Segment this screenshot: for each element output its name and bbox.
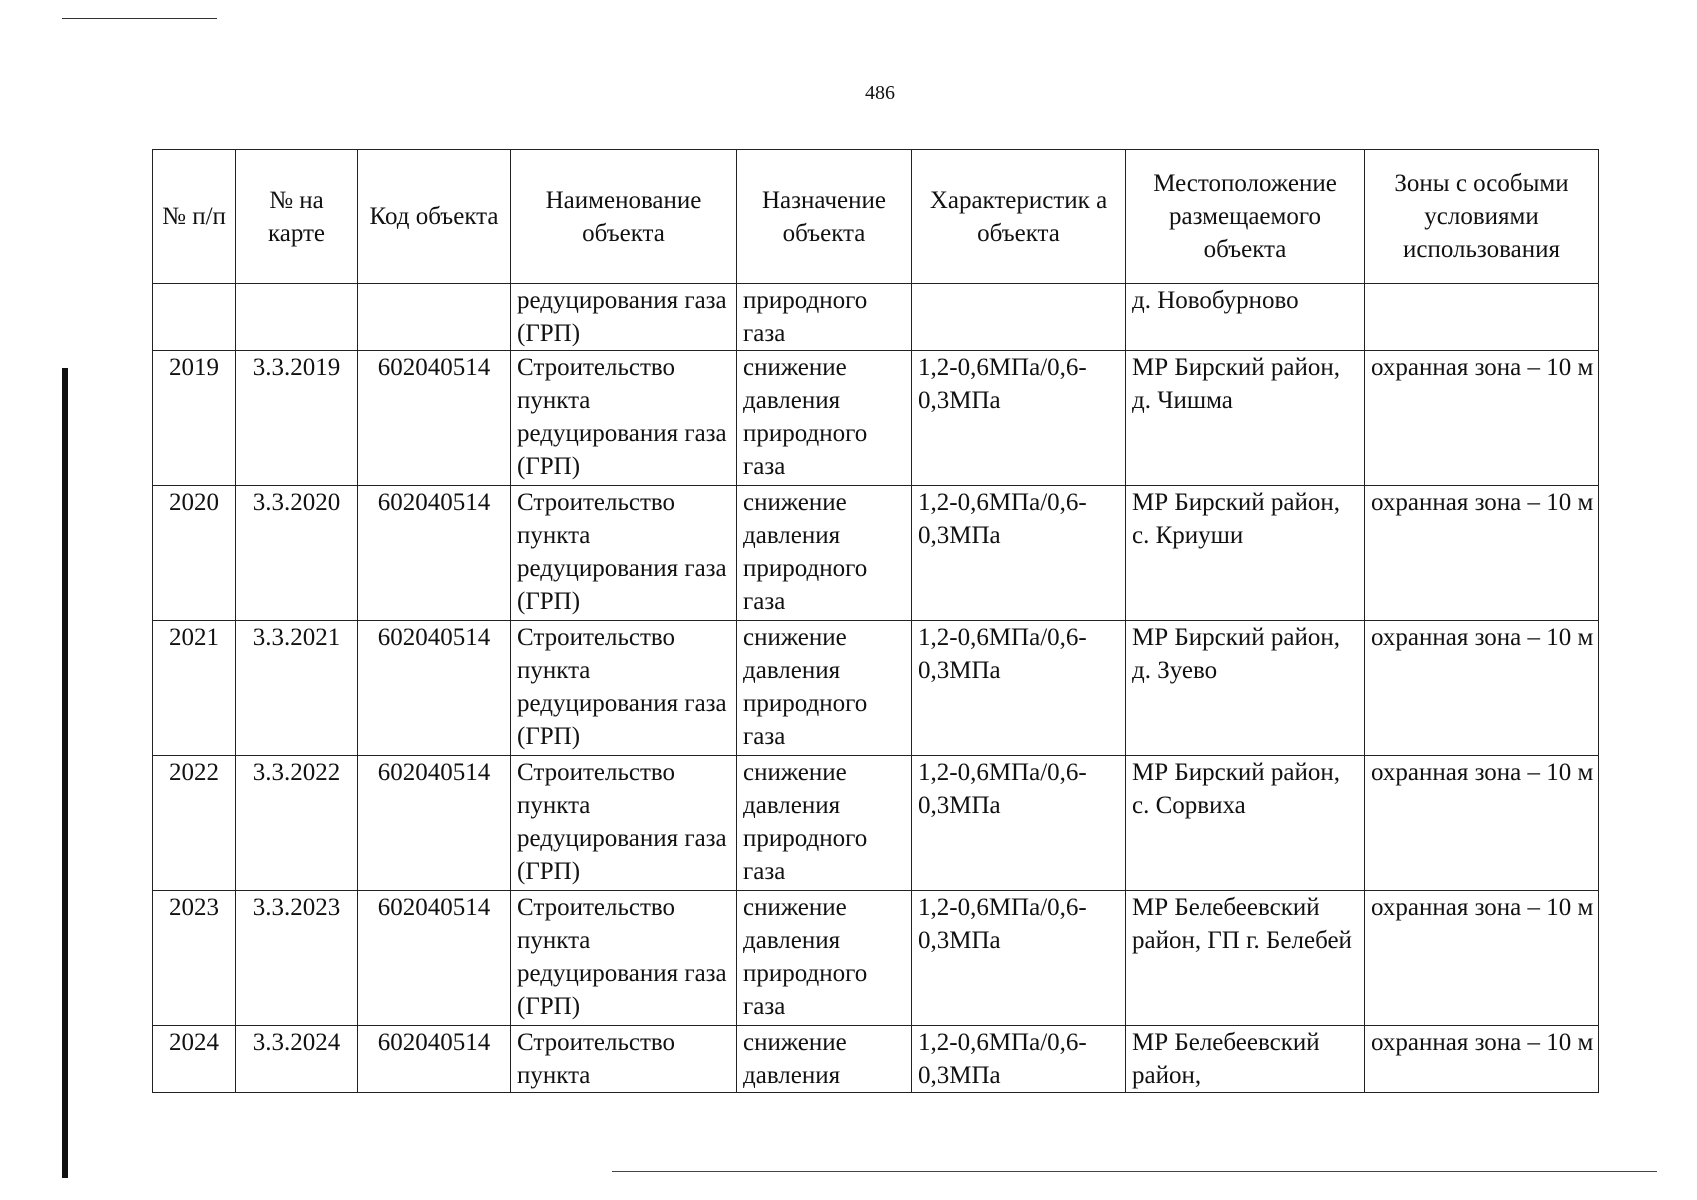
cell-zone: охранная зона – 10 м xyxy=(1365,891,1599,1026)
cell-purpose: снижение давления природного газа xyxy=(737,486,912,621)
cell-location: д. Новобурново xyxy=(1126,284,1365,351)
cell-num: 2022 xyxy=(153,756,236,891)
cell-num xyxy=(153,284,236,351)
cell-zone: охранная зона – 10 м xyxy=(1365,1026,1599,1093)
cell-name: Строительство пункта редуцирования газа (ГРП) xyxy=(511,621,737,756)
cell-code: 602040514 xyxy=(358,486,511,621)
cell-purpose: снижение давления природного газа xyxy=(737,891,912,1026)
cell-location: МР Бирский район, с. Сорвиха xyxy=(1126,756,1365,891)
cell-characteristic xyxy=(912,284,1126,351)
table-row xyxy=(153,756,1599,891)
cell-num: 2023 xyxy=(153,891,236,1026)
table-header-row xyxy=(153,150,1599,284)
header-zone: Зоны с особыми условиями использования xyxy=(1365,150,1599,284)
cell-map-num: 3.3.2022 xyxy=(236,756,358,891)
cell-map-num: 3.3.2019 xyxy=(236,351,358,486)
cell-purpose: снижение давления природного газа xyxy=(737,351,912,486)
cell-code: 602040514 xyxy=(358,621,511,756)
scan-line-bottom xyxy=(612,1171,1657,1172)
cell-code xyxy=(358,284,511,351)
cell-characteristic: 1,2-0,6МПа/0,6-0,3МПа xyxy=(912,351,1126,486)
cell-num: 2019 xyxy=(153,351,236,486)
header-code: Код объекта xyxy=(358,150,511,284)
cell-map-num: 3.3.2024 xyxy=(236,1026,358,1093)
cell-characteristic: 1,2-0,6МПа/0,6-0,3МПа xyxy=(912,621,1126,756)
scan-margin-bar xyxy=(62,368,68,1178)
cell-name: Строительство пункта редуцирования газа (ГРП) xyxy=(511,486,737,621)
cell-name: Строительство пункта редуцирования газа (ГРП) xyxy=(511,351,737,486)
cell-zone: охранная зона – 10 м xyxy=(1365,621,1599,756)
page-number: 486 xyxy=(865,82,895,104)
cell-code: 602040514 xyxy=(358,891,511,1026)
header-name: Наименование объекта xyxy=(511,150,737,284)
cell-code: 602040514 xyxy=(358,756,511,891)
table-row-partial xyxy=(153,1026,1599,1093)
cell-purpose: природного газа xyxy=(737,284,912,351)
cell-code: 602040514 xyxy=(358,351,511,486)
header-purpose: Назначение объекта xyxy=(737,150,912,284)
cell-purpose: снижение давления xyxy=(737,1026,912,1093)
cell-characteristic: 1,2-0,6МПа/0,6-0,3МПа xyxy=(912,756,1126,891)
cell-location: МР Белебеевский район, ГП г. Белебей xyxy=(1126,891,1365,1026)
table-row-continuation xyxy=(153,284,1599,351)
cell-name: Строительство пункта редуцирования газа (ГРП) xyxy=(511,891,737,1026)
table-row xyxy=(153,486,1599,621)
header-map-num: № на карте xyxy=(236,150,358,284)
cell-purpose: снижение давления природного газа xyxy=(737,756,912,891)
cell-location: МР Бирский район, с. Криуши xyxy=(1126,486,1365,621)
cell-zone: охранная зона – 10 м xyxy=(1365,486,1599,621)
cell-map-num xyxy=(236,284,358,351)
header-characteristic: Характеристик а объекта xyxy=(912,150,1126,284)
table-row xyxy=(153,621,1599,756)
table-row xyxy=(153,891,1599,1026)
cell-zone: охранная зона – 10 м xyxy=(1365,351,1599,486)
scan-line-top xyxy=(62,18,217,19)
table-row xyxy=(153,351,1599,486)
cell-characteristic: 1,2-0,6МПа/0,6-0,3МПа xyxy=(912,486,1126,621)
cell-characteristic: 1,2-0,6МПа/0,6-0,3МПа xyxy=(912,1026,1126,1093)
cell-location: МР Белебеевский район, xyxy=(1126,1026,1365,1093)
cell-code: 602040514 xyxy=(358,1026,511,1093)
cell-name: Строительство пункта xyxy=(511,1026,737,1093)
cell-location: МР Бирский район, д. Чишма xyxy=(1126,351,1365,486)
cell-characteristic: 1,2-0,6МПа/0,6-0,3МПа xyxy=(912,891,1126,1026)
cell-name: Строительство пункта редуцирования газа (ГРП) xyxy=(511,756,737,891)
cell-purpose: снижение давления природного газа xyxy=(737,621,912,756)
objects-table xyxy=(152,149,1599,1093)
cell-name: редуцирования газа (ГРП) xyxy=(511,284,737,351)
cell-map-num: 3.3.2020 xyxy=(236,486,358,621)
cell-map-num: 3.3.2021 xyxy=(236,621,358,756)
cell-location: МР Бирский район, д. Зуево xyxy=(1126,621,1365,756)
cell-num: 2024 xyxy=(153,1026,236,1093)
header-num: № п/п xyxy=(153,150,236,284)
cell-zone: охранная зона – 10 м xyxy=(1365,756,1599,891)
cell-map-num: 3.3.2023 xyxy=(236,891,358,1026)
header-location: Местоположение размещаемого объекта xyxy=(1126,150,1365,284)
cell-zone xyxy=(1365,284,1599,351)
cell-num: 2021 xyxy=(153,621,236,756)
cell-num: 2020 xyxy=(153,486,236,621)
